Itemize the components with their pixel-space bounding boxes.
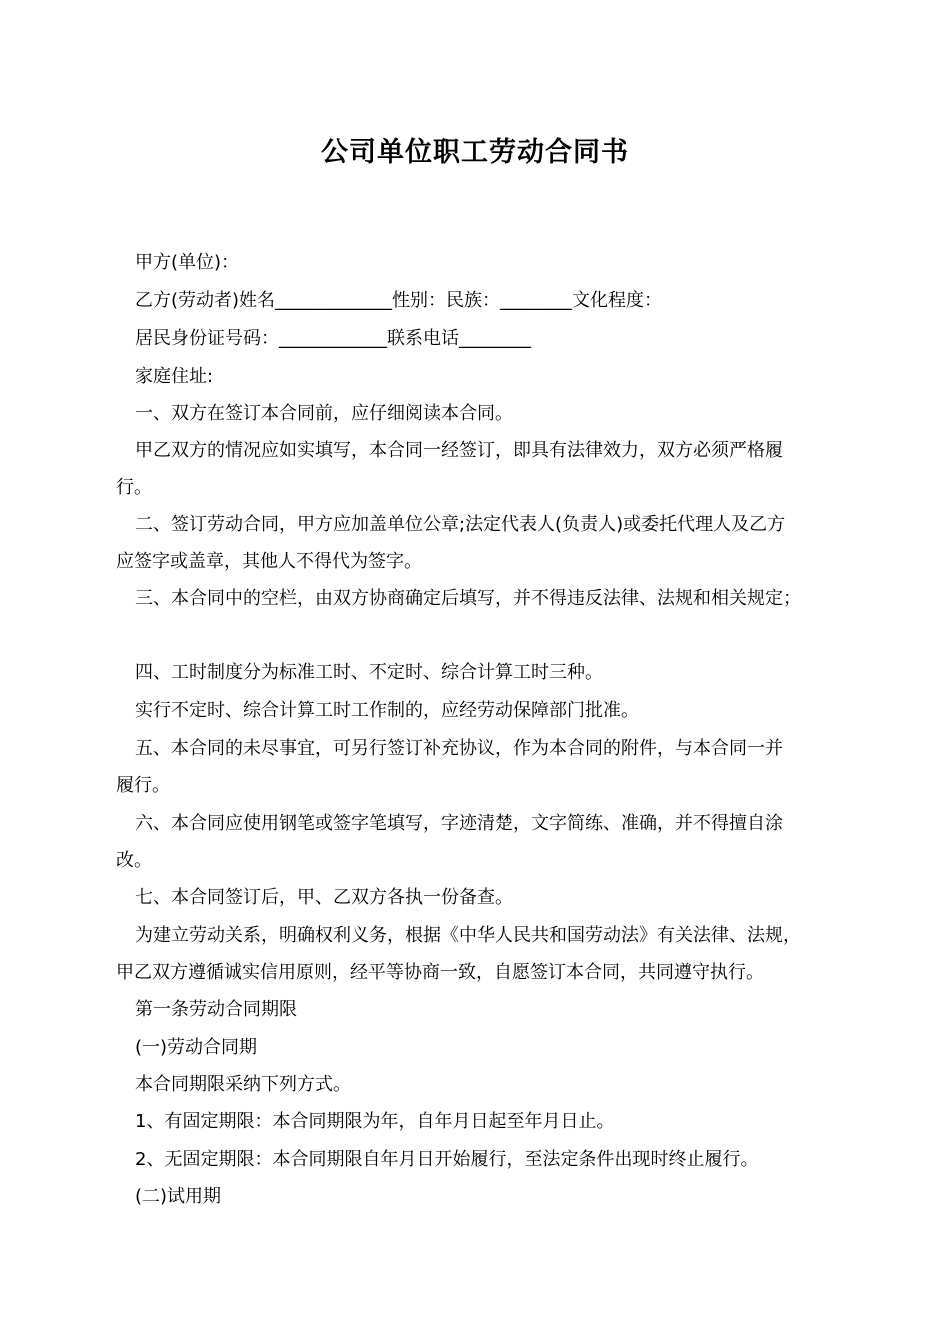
term-method-line: 本合同期限采纳下列方式。 [135, 1074, 351, 1095]
clause-5-line-1: 五、本合同的未尽事宜，可另行签订补充协议，作为本合同的附件，与本合同一并 [135, 738, 783, 759]
party-a-line: 甲方(单位)： [135, 252, 240, 273]
article-1-heading: 第一条劳动合同期限 [135, 999, 297, 1020]
clause-5-line-2: 履行。 [116, 775, 170, 796]
party-b-line: 乙方(劳动者)姓名_____________性别：民族：________文化程度： [135, 290, 663, 311]
address-line: 家庭住址: [135, 366, 214, 387]
clause-6-line-1: 六、本合同应使用钢笔或签字笔填写，字迹清楚，文字简练、准确，并不得擅自涂 [135, 813, 783, 834]
clause-1: 一、双方在签订本合同前，应仔细阅读本合同。 [135, 403, 513, 424]
clause-3: 三、本合同中的空栏，由双方协商确定后填写，并不得违反法律、法规和相关规定； [135, 588, 801, 609]
document-title: 公司单位职工劳动合同书 [321, 137, 629, 168]
preamble-line-1: 为建立劳动关系，明确权利义务，根据《中华人民共和国劳动法》有关法律、法规， [135, 925, 801, 946]
section-2-heading: (二)试用期 [135, 1186, 222, 1207]
clause-2-line-2: 应签字或盖章，其他人不得代为签字。 [116, 551, 422, 572]
preamble-line-2: 甲乙双方遵循诚实信用原则，经平等协商一致，自愿签订本合同，共同遵守执行。 [116, 962, 764, 983]
clause-4: 四、工时制度分为标准工时、不定时、综合计算工时三种。 [135, 662, 603, 683]
clause-1-body-line-1: 甲乙双方的情况应如实填写，本合同一经签订，即具有法律效力，双方必须严格履 [135, 440, 783, 461]
clause-2-line-1: 二、签订劳动合同，甲方应加盖单位公章;法定代表人(负责人)或委托代理人及乙方 [135, 514, 786, 535]
open-term-line: 2、无固定期限：本合同期限自年月日开始履行，至法定条件出现时终止履行。 [135, 1149, 759, 1170]
clause-1-body-line-2: 行。 [116, 477, 152, 498]
id-phone-line: 居民身份证号码：____________联系电话________ [135, 328, 531, 349]
clause-4-body: 实行不定时、综合计算工时工作制的，应经劳动保障部门批准。 [135, 700, 639, 721]
clause-7: 七、本合同签订后，甲、乙双方各执一份备查。 [135, 887, 513, 908]
section-1-heading: (一)劳动合同期 [135, 1037, 258, 1058]
fixed-term-line: 1、有固定期限：本合同期限为年，自年月日起至年月日止。 [135, 1111, 615, 1132]
clause-6-line-2: 改。 [116, 850, 152, 871]
